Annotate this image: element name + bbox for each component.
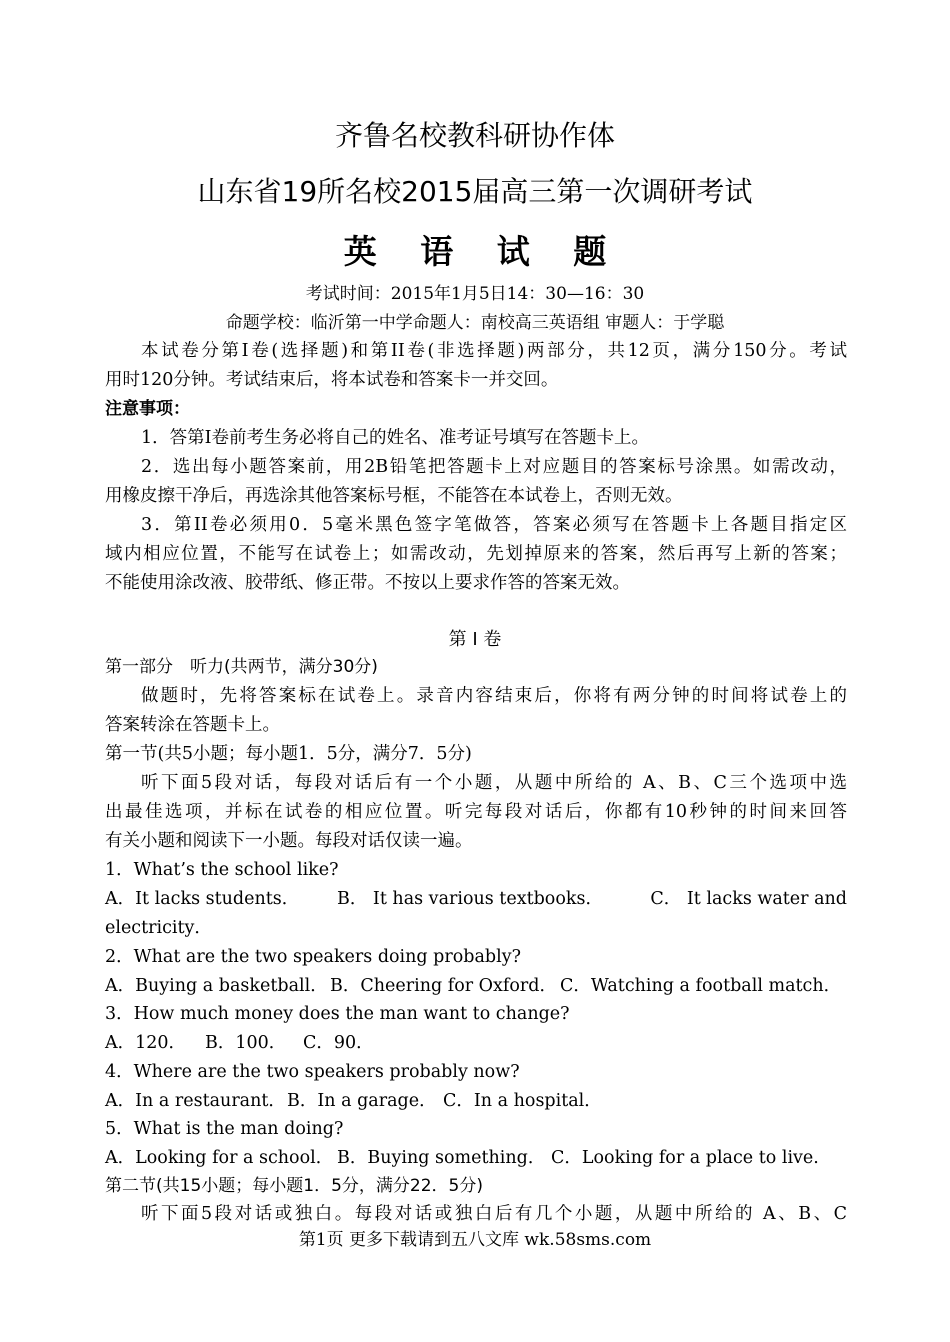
note-2-line-2: 用橡皮擦干净后，再选涂其他答案标号框，不能答在本试卷上，否则无效。 <box>105 486 683 506</box>
question-1: 1．What’s the school like? <box>105 860 339 880</box>
option-b: B．100． <box>205 1033 287 1053</box>
option-b: B．In a garage． <box>287 1091 437 1111</box>
option-a: A．In a restaurant． <box>105 1091 286 1111</box>
option-b: B．Buying something． <box>337 1148 546 1168</box>
section-2-line-1: 听下面5段对话或独白。每段对话或独白后有几个小题，从题中所给的 A、B、C <box>141 1204 847 1224</box>
part-1-line-1: 做题时，先将答案标在试卷上。录音内容结束后，你将有两分钟的时间将试卷上的 <box>141 686 847 706</box>
note-3-line-3: 不能使用涂改液、胶带纸、修正带。不按以上要求作答的答案无效。 <box>105 573 630 593</box>
intro-line-1: 本试卷分第I卷(选择题)和第II卷(非选择题)两部分，共12页，满分150分。考试 <box>141 341 847 361</box>
note-3-line-1: 3．第II卷必须用0．5毫米黑色签字笔做答，答案必须写在答题卡上各题目指定区 <box>141 515 847 535</box>
question-3: 3．How much money does the man want to change? <box>105 1004 570 1024</box>
exam-title: 山东省19所名校2015届高三第一次调研考试 <box>197 175 753 208</box>
question-1-option-c-cont: electricity． <box>105 918 212 938</box>
part-1-title: 第一部分 听力(共两节，满分30分) <box>105 657 378 677</box>
section-1-line-3: 有关小题和阅读下一小题。每段对话仅读一遍。 <box>105 831 473 851</box>
org-title: 齐鲁名校教科研协作体 <box>334 119 615 152</box>
option-b: B．Cheering for Oxford． <box>330 976 557 996</box>
note-1: 1．答第I卷前考生务必将自己的姓名、准考证号填写在答题卡上。 <box>141 428 650 448</box>
question-2: 2．What are the two speakers doing probably? <box>105 947 521 967</box>
section-2-title: 第二节(共15小题；每小题1．5分，满分22．5分) <box>105 1176 483 1196</box>
option-c: C．90． <box>303 1033 374 1053</box>
option-c: C．Looking for a place to live. <box>551 1148 819 1168</box>
part-1-line-2: 答案转涂在答题卡上。 <box>105 715 280 735</box>
volume-1-title: 第 I 卷 <box>448 629 502 650</box>
option-a: A．120． <box>105 1033 187 1053</box>
option-c: C．Watching a football match． <box>560 976 842 996</box>
notes-title: 注意事项： <box>105 399 190 419</box>
question-4: 4．Where are the two speakers probably now? <box>105 1062 520 1082</box>
note-2-line-1: 2．选出每小题答案前，用2B铅笔把答题卡上对应题目的答案标号涂黑。如需改动， <box>141 457 847 477</box>
option-c: C．In a hospital． <box>443 1091 602 1111</box>
exam-school: 命题学校：临沂第一中学命题人：南校高三英语组 审题人：于学聪 <box>225 313 725 333</box>
section-1-line-1: 听下面5段对话，每段对话后有一个小题，从题中所给的 A、B、C三个选项中选 <box>141 773 847 793</box>
option-a: A．Looking for a school． <box>105 1148 334 1168</box>
option-c: C． It lacks water and <box>650 889 847 909</box>
exam-time: 考试时间：2015年1月5日14：30—16：30 <box>305 284 645 304</box>
intro-line-2: 用时120分钟。考试结束后，将本试卷和答案卡一并交回。 <box>105 370 559 390</box>
section-1-line-2: 出最佳选项，并标在试卷的相应位置。听完每段对话后，你都有10秒钟的时间来回答 <box>105 802 847 822</box>
question-5: 5．What is the man doing? <box>105 1119 344 1139</box>
subject-title: 英 语 试 题 <box>343 232 623 271</box>
page-footer: 第1页 更多下载请到五八文库 wk.58sms.com <box>298 1230 652 1250</box>
option-a: A．It lacks students． <box>105 889 300 909</box>
section-1-title: 第一节(共5小题；每小题1．5分，满分7．5分) <box>105 744 472 764</box>
option-b: B． It has various textbooks． <box>337 889 603 909</box>
option-a: A．Buying a basketball． <box>105 976 328 996</box>
note-3-line-2: 域内相应位置，不能写在试卷上；如需改动，先划掉原来的答案，然后再写上新的答案； <box>105 544 847 564</box>
